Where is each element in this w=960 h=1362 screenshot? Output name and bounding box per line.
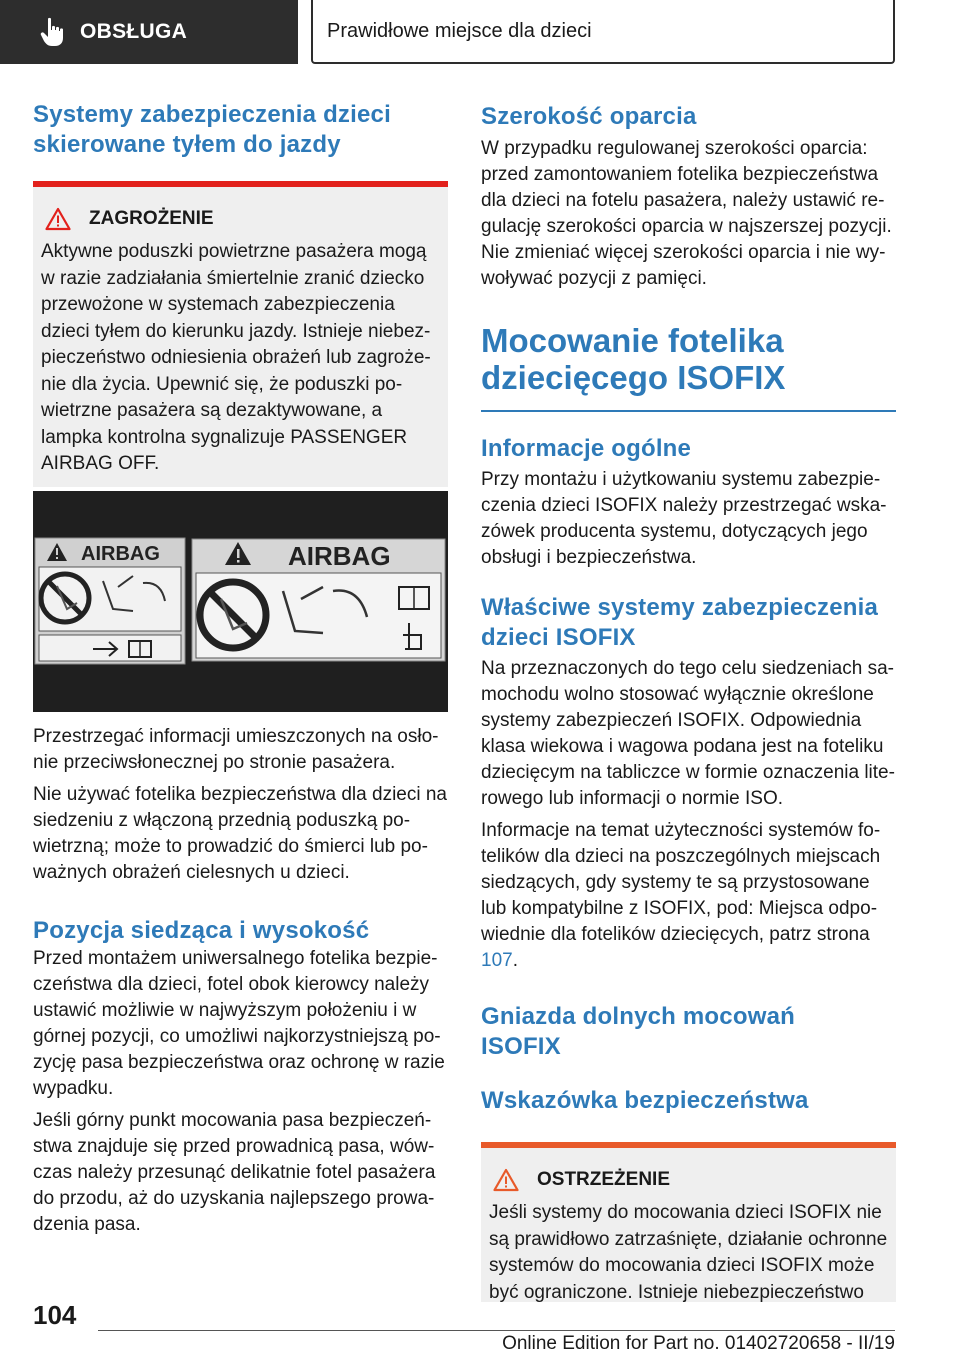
heading-safety-note: Wskazówka bezpieczeństwa — [481, 1087, 809, 1114]
right-column — [481, 102, 896, 1302]
left-column — [33, 100, 448, 487]
heading-lower-anchors: Gniazda dolnych mocowań ISOFIX — [481, 1003, 795, 1060]
airbag-large-text: AIRBAG — [288, 541, 391, 571]
danger-box — [33, 181, 448, 487]
hand-pointer-icon — [40, 17, 66, 47]
paragraph-sun-visor: Przestrzegać informacji umieszczonych na osłonie przeciwsłonecznej po stronie pasażera. — [33, 726, 439, 773]
section-tab[interactable] — [0, 0, 298, 64]
paragraph-seat-adjust: Przed montażem uniwersalnego fotelika bezpieczeństwa dla dzieci, fotel obok kierowcy należy ustawić możliwie w najwyższym położeniu i w górnej pozycji, co umożliwi najkorzystniejszą pozycję pasa bezpieczeństwa oraz ochronę w razie wypadku. — [33, 948, 445, 1099]
airbag-labels-illustration — [33, 491, 448, 712]
paragraph-usability: Informacje na temat użyteczności systemów fotelików dla dzieci na poszczególnych miejscach siedzących, gdy systemy te są przystosowane lub kompatybilne z ISOFIX, pod: Miejsca odpowiednie dla fotelików dziecięcych, patrz strona 107. — [481, 820, 881, 971]
danger-title: ZAGROŻENIE — [89, 208, 214, 229]
paragraph-no-seat-airbag: Nie używać fotelika bezpieczeństwa dla dzieci na siedzeniu z włączoną przednią poduszką powietrzną; może to prowadzić do śmierci lub poważnych obrażeń cielesnych u dzieci. — [33, 784, 447, 883]
warning-text: Jeśli systemy do mocowania dzieci ISOFIX nie są prawidłowo zatrzaśnięte, działanie ochronne systemów do mocowania dzieci ISOFIX może być ograniczone. Istnieje niebezpieczeństwo — [489, 1202, 888, 1302]
paragraph-general-info: Przy montażu i użytkowaniu systemu zabezpieczenia dzieci ISOFIX należy przestrzegać wskazówek producenta systemu, dotyczących jego obsługi i bezpieczeństwa. — [481, 469, 887, 568]
warning-header — [493, 1168, 888, 1192]
paragraph-proper-systems: Na przeznaczonych do tego celu siedzeniach samochodu wolno stosować wyłącznie określone systemy zabezpieczeń ISOFIX. Odpowiednia klasa wiekowa i wagowa podana jest na foteliku dziecięcym na tabliczce w formie oznaczenia literowego lub informacji o normie ISO. — [481, 658, 895, 809]
danger-text: Aktywne poduszki powietrzne pasażera mogą w razie zadziałania śmiertelnie zranić dziecko przewożone w systemach zabezpieczenia dzieci tyłem do kierunku jazdy. Istnieje niebezpieczeństwo odniesienia obrażeń lub zagrożenie dla życia. Upewnić się, że poduszki powietrzne pasażera są dezaktywowane, a lampka kontrolna sygnalizuje PASSENGER AIRBAG OFF. — [41, 241, 431, 474]
page-link-107[interactable]: 107 — [481, 950, 513, 971]
warning-title: OSTRZEŻENIE — [537, 1169, 671, 1190]
airbag-label-photo — [33, 491, 448, 712]
page-number: 104 — [33, 1300, 77, 1330]
danger-header — [45, 207, 440, 231]
paragraph-backrest: W przypadku regulowanej szerokości oparcia: przed zamontowaniem fotelika bezpieczeństwa dla dzieci na fotelu pasażera, należy ustawić regulację szerokości oparcia w najszerszej pozycji. Nie zmieniać więcej szerokości oparcia i nie wywoływać pozycji z pamięci. — [481, 138, 892, 289]
left-column-lower — [33, 724, 448, 1238]
airbag-label-small — [35, 538, 185, 664]
usability-text: Informacje na temat użyteczności systemów fotelików dla dzieci na poszczególnych miejscach siedzących, gdy systemy te są przystosowane lub kompatybilne z ISOFIX, pod: Miejsca odpowiednie dla fotelików dziecięcych, patrz — [481, 820, 881, 945]
paragraph-belt-guide: Jeśli górny punkt mocowania pasa bezpieczeństwa znajduje się przed prowadnicą pasa, wówczas należy przesunąć delikatnie fotel pasażera do przodu, aż do uzyskania najlepszego prowadzenia pasa. — [33, 1110, 436, 1235]
heading-proper-systems: Właściwe systemy zabezpieczenia dzieci ISOFIX — [481, 594, 879, 651]
airbag-label-large — [192, 539, 445, 661]
chapter-title-isofix: Mocowanie fotelika dziecięcego ISOFIX — [481, 322, 786, 396]
warning-triangle-icon — [493, 1168, 519, 1192]
section-label: OBSŁUGA — [80, 20, 188, 43]
heading-backrest-width: Szerokość oparcia — [481, 103, 697, 130]
footer-divider — [98, 1330, 895, 1331]
heading-rear-facing: Systemy zabezpieczenia dzieci skierowane tyłem do jazdy — [33, 101, 391, 158]
usability-page-word: strona — [816, 924, 870, 945]
warning-box — [481, 1142, 896, 1302]
warning-triangle-icon — [45, 207, 71, 231]
heading-seat-position: Pozycja siedząca i wysokość — [33, 917, 370, 944]
footer-edition: Online Edition for Part no. 01402720658 - II/19 — [502, 1333, 895, 1354]
airbag-small-text: AIRBAG — [81, 543, 160, 565]
chapter-divider — [481, 410, 896, 412]
heading-general-info: Informacje ogólne — [481, 435, 692, 462]
page-header-title: Prawidłowe miejsce dla dzieci — [311, 0, 895, 64]
